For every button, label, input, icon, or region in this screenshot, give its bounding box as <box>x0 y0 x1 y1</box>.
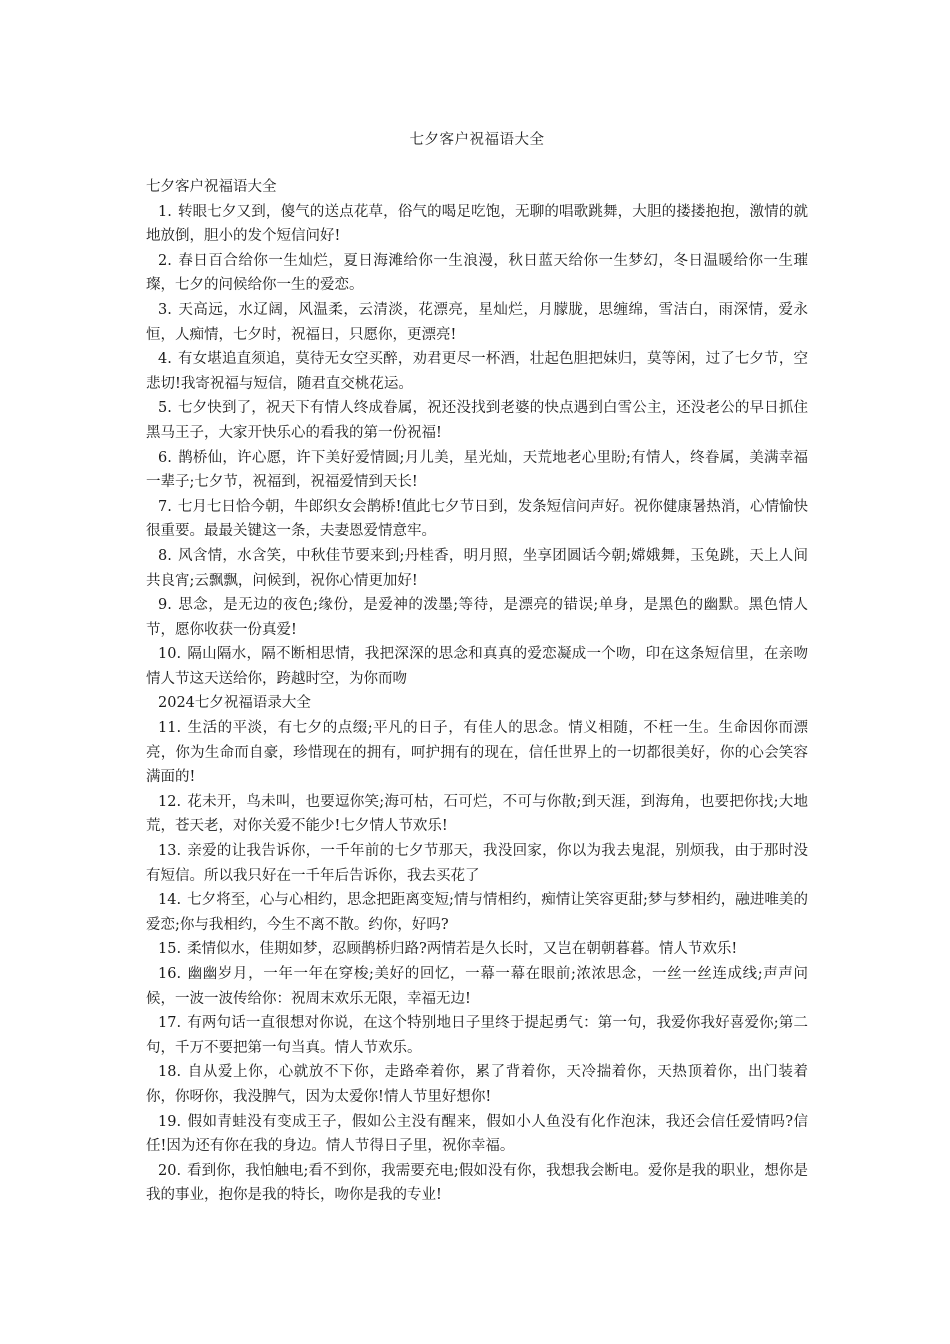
wish-item-text: 隔山隔水，隔不断相思情，我把深深的思念和真真的爱恋凝成一个吻，印在这条短信里，在亲吻情人节这天送给你，跨越时空，为你而吻 <box>146 646 808 687</box>
wish-list-section-2 <box>146 716 808 1208</box>
wish-item-text: 看到你，我怕触电;看不到你，我需要充电;假如没有你，我想我会断电。爱你是我的职业，想你是我的事业，抱你是我的特长，吻你是我的专业! <box>146 1162 808 1204</box>
wish-item-text: 亲爱的让我告诉你，一千年前的七夕节那天，我没回家，你以为我去鬼混，别烦我，由于那时没有短信。所以我只好在一千年后告诉你，我去买花了 <box>146 843 808 884</box>
wish-item <box>146 347 808 396</box>
wish-item <box>146 839 808 888</box>
wish-item-text: 七夕将至，心与心相约，思念把距离变短;情与情相约，痴情让笑容更甜;梦与梦相约，融进唯美的爱恋;你与我相约，今生不离不散。约你，好吗? <box>146 892 808 933</box>
wish-item <box>146 790 808 839</box>
wish-item-text: 生活的平淡，有七夕的点缀;平凡的日子，有佳人的思念。情义相随，不枉一生。生命因你而漂亮，你为生命而自豪，珍惜现在的拥有，呵护拥有的现在，信任世界上的一切都很美好，你的心会笑容满面的! <box>146 720 808 786</box>
wish-item <box>146 1159 808 1208</box>
section-heading: 七夕客户祝福语大全 <box>146 179 277 195</box>
wish-item-number: 10. <box>158 646 182 663</box>
wish-item-text: 有女堪追直须追，莫待无女空买醉，劝君更尽一杯酒，壮起色胆把妹归，莫等闲，过了七夕节，空悲切!我寄祝福与短信，随君直交桃花运。 <box>146 351 808 392</box>
wish-item-number: 8. <box>158 547 172 564</box>
wish-item-text: 思念，是无边的夜色;缘份，是爱神的泼墨;等待，是漂亮的错误;单身，是黑色的幽默。黑色情人节，愿你收获一份真爱! <box>146 597 808 638</box>
wish-item-number: 3. <box>158 301 172 318</box>
wish-item-text: 柔情似水，佳期如梦，忍顾鹊桥归路?两情若是久长时，又岂在朝朝暮暮。情人节欢乐! <box>187 941 738 958</box>
section-subheading: 2024七夕祝福语录大全 <box>158 695 311 712</box>
wish-item <box>146 888 808 937</box>
wish-item <box>146 1110 808 1159</box>
wish-item <box>146 544 808 593</box>
wish-item <box>146 446 808 495</box>
wish-item-number: 4. <box>158 351 172 368</box>
wish-item-text: 幽幽岁月，一年一年在穿梭;美好的回忆，一幕一幕在眼前;浓浓思念，一丝一丝连成线;声声问候，一波一波传给你：祝周末欢乐无限，幸福无边! <box>146 966 808 1007</box>
wish-item-text: 春日百合给你一生灿烂，夏日海滩给你一生浪漫，秋日蓝天给你一生梦幻，冬日温暖给你一生璀璨，七夕的问候给你一生的爱恋。 <box>146 252 808 294</box>
wish-item-number: 17. <box>158 1015 182 1032</box>
wish-item-text: 天高远，水辽阔，风温柔，云清淡，花漂亮，星灿烂，月朦胧，思缠绵，雪洁白，雨深情，爱永恒，人痴情，七夕时，祝福日，只愿你，更漂亮! <box>146 301 808 343</box>
wish-item-text: 七夕快到了，祝天下有情人终成眷属，祝还没找到老婆的快点遇到白雪公主，还没老公的早日抓住黑马王子，大家开快乐心的看我的第一份祝福! <box>146 400 808 441</box>
document-body <box>146 175 808 1208</box>
wish-item-number: 6. <box>158 449 172 466</box>
wish-item-text: 风含情，水含笑，中秋佳节要来到;丹桂香，明月照，坐享团圆话今朝;嫦娥舞，玉兔跳，天上人间共良宵;云飘飘，问候到，祝你心情更加好! <box>146 547 808 589</box>
wish-item <box>146 593 808 642</box>
wish-item-number: 13. <box>158 843 182 860</box>
wish-item-text: 转眼七夕又到，傻气的送点花草，俗气的喝足吃饱，无聊的唱歌跳舞，大胆的搂搂抱抱，激情的就地放倒，胆小的发个短信问好! <box>146 203 808 245</box>
wish-item-number: 1. <box>158 203 172 220</box>
wish-item <box>146 642 808 691</box>
wish-item <box>146 200 808 249</box>
wish-item-text: 花未开，鸟未叫，也要逗你笑;海可枯，石可烂，不可与你散;到天涯，到海角，也要把你找;大地荒，苍天老，对你关爱不能少!七夕情人节欢乐! <box>146 793 808 835</box>
wish-item-number: 11. <box>158 720 182 737</box>
wish-item-text: 鹊桥仙，许心愿，许下美好爱情圆;月儿美，星光灿，天荒地老心里盼;有情人，终眷属，美满幸福一辈子;七夕节，祝福到，祝福爱情到天长! <box>146 449 808 491</box>
wish-item <box>146 249 808 298</box>
wish-item-number: 20. <box>158 1162 182 1179</box>
wish-item <box>146 298 808 347</box>
wish-item-number: 15. <box>158 941 182 958</box>
wish-item <box>146 495 808 544</box>
wish-item-number: 14. <box>158 892 182 909</box>
wish-item-text: 假如青蛙没有变成王子，假如公主没有醒来，假如小人鱼没有化作泡沫，我还会信任爱情吗?信任!因为还有你在我的身边。情人节得日子里，祝你幸福。 <box>146 1113 808 1155</box>
wish-item-number: 16. <box>158 966 182 982</box>
wish-item <box>146 962 808 1011</box>
wish-item-number: 9. <box>158 597 172 614</box>
wish-item-text: 有两句话一直很想对你说，在这个特别地日子里终于提起勇气：第一句，我爱你我好喜爱你;第二句，千万不要把第一句当真。情人节欢乐。 <box>146 1015 808 1056</box>
wish-item-text: 七月七日恰今朝，牛郎织女会鹊桥!值此七夕节日到，发条短信问声好。祝你健康暑热消，心情愉快很重要。最最关键这一条，夫妻恩爱情意牢。 <box>146 498 808 540</box>
wish-item-text: 自从爱上你，心就放不下你，走路牵着你，累了背着你，天冷揣着你，天热顶着你，出门装着你，你呀你，我没脾气，因为太爱你!情人节里好想你! <box>146 1064 808 1105</box>
wish-item-number: 2. <box>158 252 172 269</box>
wish-item-number: 19. <box>158 1113 182 1130</box>
wish-item <box>146 937 808 962</box>
wish-item-number: 18. <box>158 1064 182 1081</box>
wish-item-number: 5. <box>158 400 172 417</box>
wish-item-number: 7. <box>158 498 172 515</box>
wish-item <box>146 1011 808 1060</box>
document-title: 七夕客户祝福语大全 <box>409 132 545 148</box>
wish-item-number: 12. <box>158 793 182 810</box>
wish-item <box>146 1060 808 1109</box>
wish-list-section-1 <box>146 200 808 692</box>
wish-item <box>146 716 808 790</box>
wish-item <box>146 396 808 445</box>
